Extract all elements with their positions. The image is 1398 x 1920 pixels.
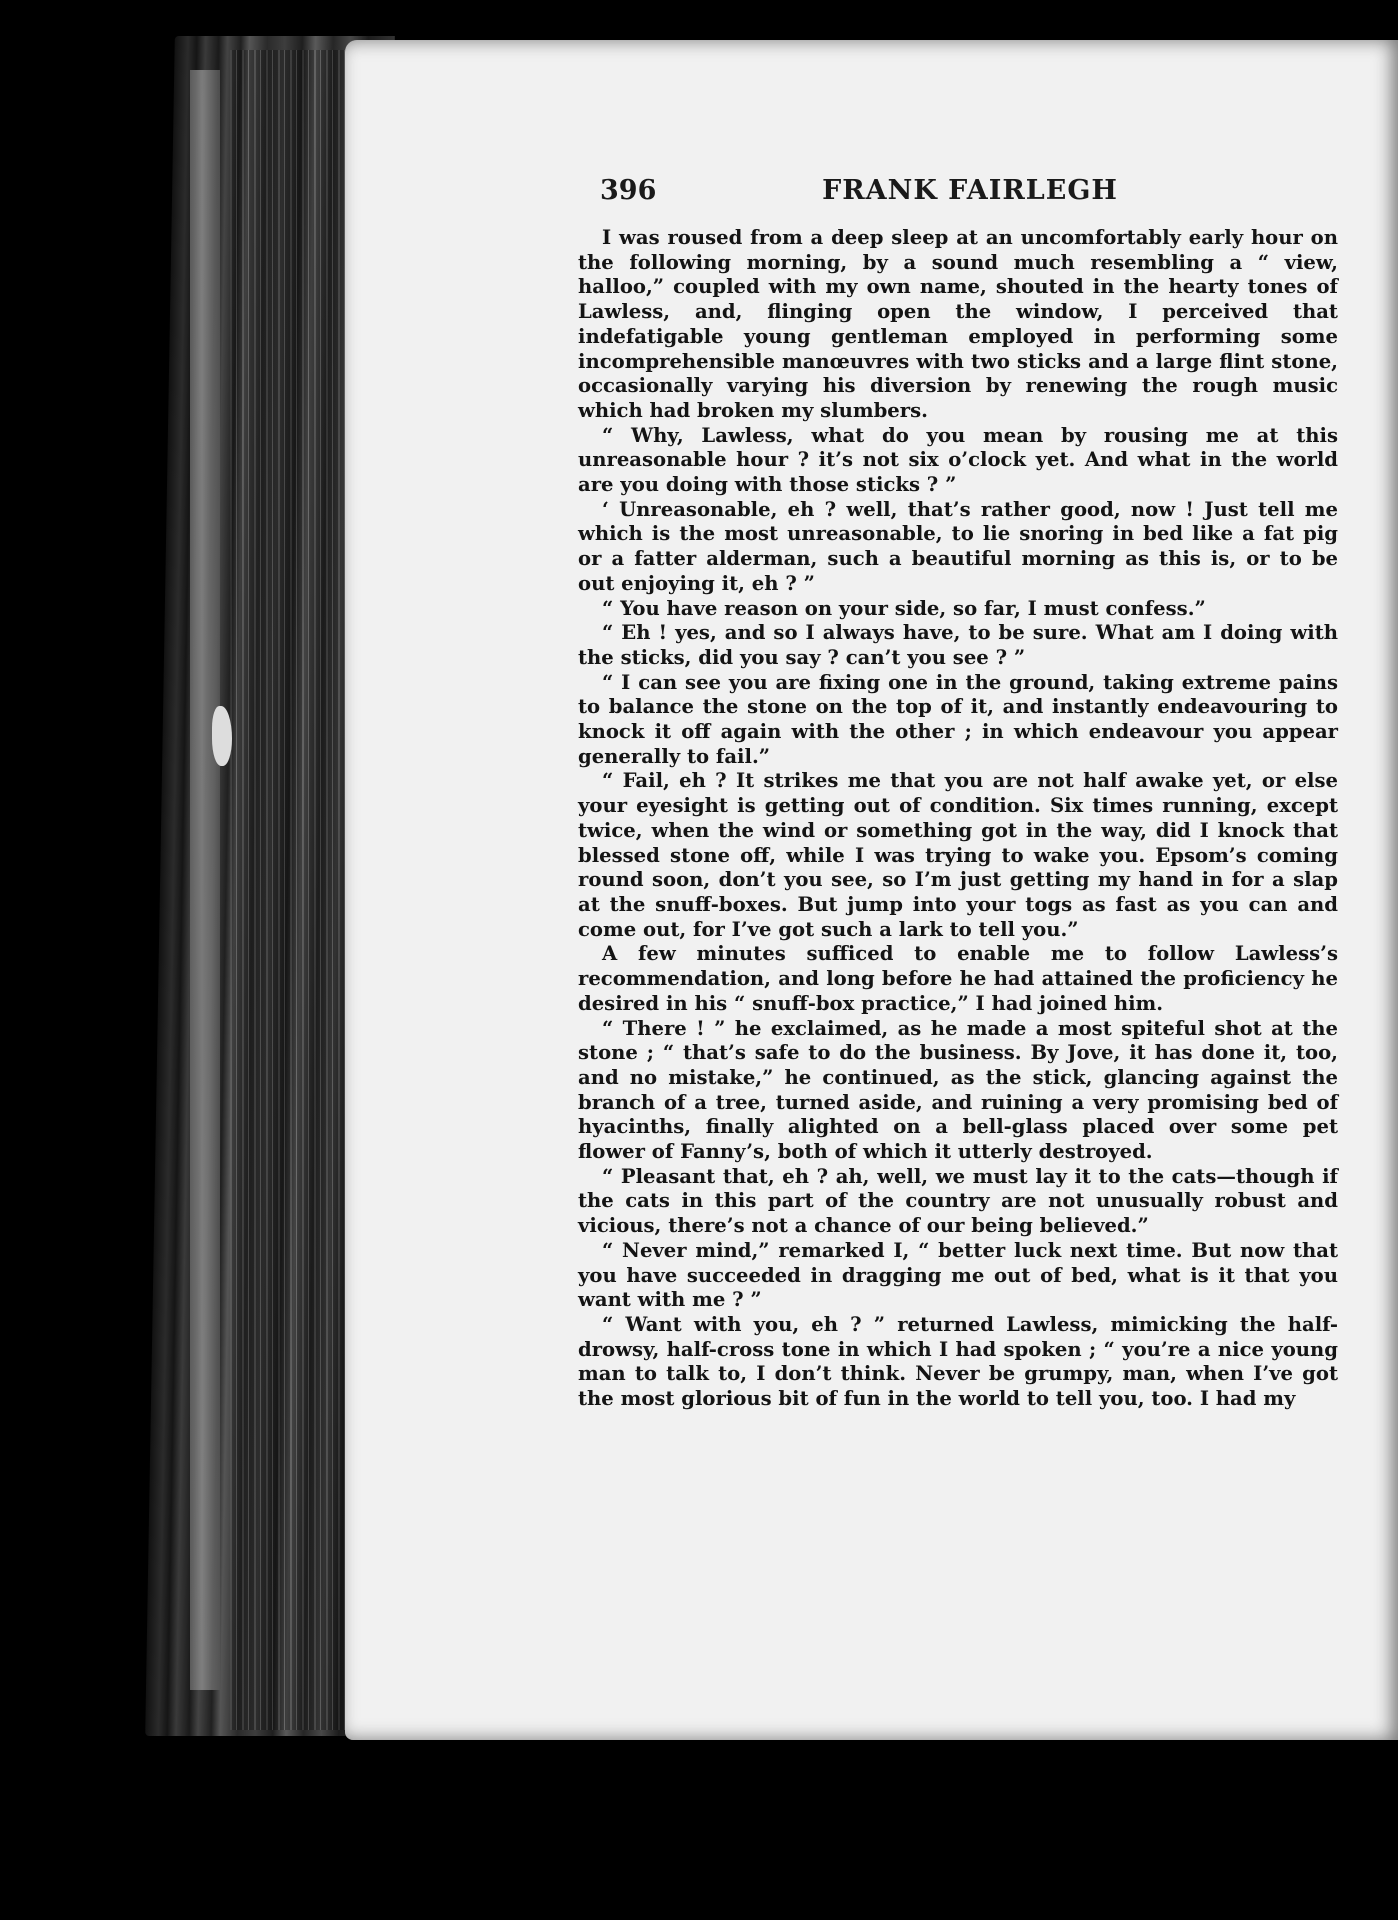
paragraph: ‘ Unreasonable, eh ? well, that’s rather good, now ! Just tell me which is the most unreasonable, to lie snoring in bed like a fat pig or a fatter alderman, such a beautiful morning as this is, or to be out enjoying it, eh ? ” (578, 497, 1338, 595)
body-text (578, 226, 1338, 1412)
paragraph: “ Why, Lawless, what do you mean by rousing me at this unreasonable hour ? it’s not six o’clock yet. And what in the world are you doing with those sticks ? ” (578, 423, 1338, 497)
page-header (600, 175, 1340, 215)
paragraph: “ Never mind,” remarked I, “ better luck next time. But now that you have succeeded in dragging me out of bed, what is it that you want with me ? ” (578, 1238, 1338, 1312)
paragraph: “ I can see you are fixing one in the ground, taking extreme pains to balance the stone on the top of it, and instantly endeavouring to knock it off again with the other ; in which endeavour you appear generally to fail.” (578, 670, 1338, 768)
paragraph: “ Pleasant that, eh ? ah, well, we must lay it to the cats—though if the cats in this part of the country are not unusually robust and vicious, there’s not a chance of our being believed.” (578, 1164, 1338, 1238)
paragraph: A few minutes sufficed to enable me to follow Lawless’s recommendation, and long before he had attained the proficiency he desired in his “ snuff-box practice,” I had joined him. (578, 942, 1338, 1015)
paragraph: “ Want with you, eh ? ” returned Lawless, mimicking the half-drowsy, half-cross tone in which I had spoken ; “ you’re a nice young man to talk to, I don’t think. Never be grumpy, man, when I’ve got the most glorious bit of fun in the world to tell you, too. I had my (578, 1312, 1338, 1411)
paragraph: I was roused from a deep sleep at an uncomfortably early hour on the following morning, by a sound much resembling a “ view, halloo,” coupled with my own name, shouted in the hearty tones of Lawless, and, flinging open the window, I perceived that indefatigable young gentleman employed in performing some incomprehensible manœuvres with two sticks and a large flint stone, occasionally varying his diversion by renewing the rough music which had broken my slumbers. (578, 226, 1338, 422)
paragraph: “ Eh ! yes, and so I always have, to be sure. What am I doing with the sticks, did you say ? can’t you see ? ” (578, 621, 1338, 669)
paragraph: “ There ! ” he exclaimed, as he made a most spiteful shot at the stone ; “ that’s safe to do the business. By Jove, it has done it, too, and no mistake,” he continued, as the stick, glancing against the branch of a tree, turned aside, and ruining a very promising bed of hyacinths, finally alighted on a bell-glass placed over some pet flower of Fanny’s, both of which it utterly destroyed. (578, 1016, 1338, 1164)
paragraph: “ Fail, eh ? It strikes me that you are not half awake yet, or else your eyesight is getting out of condition. Six times running, except twice, when the wind or something got in the way, did I knock that blessed stone off, while I was trying to wake you. Epsom’s coming round soon, don’t you see, so I’m just getting my hand in for a slap at the snuff-boxes. But jump into your togs as fast as you can and come out, for I’ve got such a lark to tell you.” (578, 769, 1338, 941)
paragraph: “ You have reason on your side, so far, I must confess.” (602, 596, 1206, 620)
running-title: FRANK FAIRLEGH (822, 175, 1118, 206)
spine-binding-stripe (190, 70, 220, 1690)
page-number: 396 (600, 175, 657, 206)
